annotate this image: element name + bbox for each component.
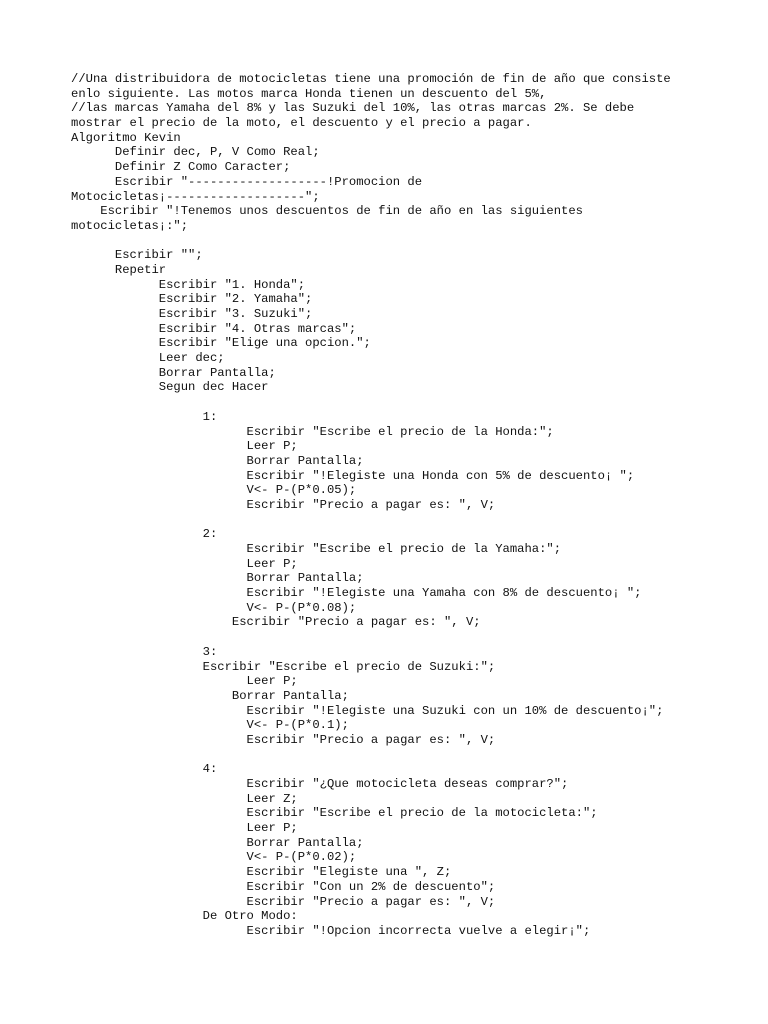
code-line: Escribir "Escribe el precio de la motocicleta:"; — [71, 806, 598, 821]
code-line: Leer P; — [71, 674, 298, 689]
document-page — [71, 72, 731, 939]
code-line: 4: — [71, 762, 218, 777]
code-line: Escribir "2. Yamaha"; — [71, 292, 313, 307]
code-line: Definir dec, P, V Como Real; — [71, 145, 320, 160]
code-line — [71, 513, 731, 528]
code-line: Escribir "4. Otras marcas"; — [71, 321, 357, 336]
code-line: Escribir "-------------------!Promocion de — [71, 174, 423, 189]
code-line — [71, 748, 731, 763]
code-line: Escribir "3. Suzuki"; — [71, 307, 313, 321]
code-line: Escribir "Escribe el precio de Suzuki:"; — [71, 659, 496, 674]
code-line: Leer P; — [71, 821, 298, 836]
code-line: Escribir "Precio a pagar es: ", V; — [71, 732, 496, 747]
code-line: Borrar Pantalla; — [71, 835, 364, 850]
code-line: Repetir — [71, 262, 167, 277]
code-line: Leer Z; — [71, 791, 298, 806]
code-line: 3: — [71, 644, 218, 659]
code-line: Escribir "!Elegiste una Honda con 5% de descuento¡ "; — [71, 468, 635, 483]
code-line: //Una distribuidora de motocicletas tiene una promoción de fin de año que consiste — [71, 72, 671, 86]
code-line: De Otro Modo: — [71, 909, 298, 924]
code-line: Borrar Pantalla; — [71, 453, 364, 468]
code-line: Escribir "!Tenemos unos descuentos de fin de año en las siguientes — [71, 204, 583, 219]
code-line — [71, 395, 731, 410]
code-line: Borrar Pantalla; — [71, 365, 276, 380]
code-line: Escribir "Elige una opcion."; — [71, 336, 371, 351]
code-line: Escribir "!Elegiste una Suzuki con un 10% de descuento¡"; — [71, 703, 664, 718]
code-line: Motocicletas¡-------------------"; — [71, 189, 320, 204]
code-line: Escribir "1. Honda"; — [71, 277, 306, 292]
code-line: Escribir "Escribe el precio de la Yamaha:"; — [71, 542, 562, 556]
code-line: V<- P-(P*0.08); — [71, 600, 357, 615]
code-line: 2: — [71, 527, 218, 542]
code-line: //las marcas Yamaha del 8% y las Suzuki del 10%, las otras marcas 2%. Se debe — [71, 101, 635, 116]
code-line: Borrar Pantalla; — [71, 571, 364, 586]
code-line: Leer P; — [71, 556, 298, 571]
code-line: Escribir "Escribe el precio de la Honda:"; — [71, 424, 554, 439]
code-line: Escribir "Precio a pagar es: ", V; — [71, 894, 496, 909]
code-line — [71, 234, 731, 249]
code-line: Escribir "Precio a pagar es: ", V; — [71, 497, 496, 512]
code-line: Escribir "Precio a pagar es: ", V; — [71, 615, 481, 630]
code-line: Escribir ""; — [71, 248, 203, 263]
code-line: Segun dec Hacer — [71, 380, 269, 395]
code-line: Definir Z Como Caracter; — [71, 160, 291, 175]
code-listing — [71, 72, 731, 939]
code-line: Borrar Pantalla; — [71, 688, 349, 703]
code-line: motocicletas¡:"; — [71, 218, 189, 233]
code-line: 1: — [71, 409, 218, 424]
code-line: V<- P-(P*0.1); — [71, 718, 349, 733]
code-line: Algoritmo Kevin — [71, 130, 181, 145]
code-line — [71, 630, 731, 645]
code-line: Escribir "Con un 2% de descuento"; — [71, 879, 496, 894]
code-line: V<- P-(P*0.02); — [71, 850, 357, 865]
code-line: enlo siguiente. Las motos marca Honda tienen un descuento del 5%, — [71, 86, 547, 101]
code-line: Escribir "!Elegiste una Yamaha con 8% de descuento¡ "; — [71, 586, 642, 601]
code-line: Leer P; — [71, 439, 298, 454]
code-line: Leer dec; — [71, 351, 225, 366]
code-line: V<- P-(P*0.05); — [71, 483, 357, 498]
code-line: Escribir "!Opcion incorrecta vuelve a elegir¡"; — [71, 923, 591, 938]
code-line: Escribir "¿Que motocicleta deseas comprar?"; — [71, 777, 569, 791]
code-line: mostrar el precio de la moto, el descuento y el precio a pagar. — [71, 116, 532, 131]
code-line: Escribir "Elegiste una ", Z; — [71, 865, 452, 880]
